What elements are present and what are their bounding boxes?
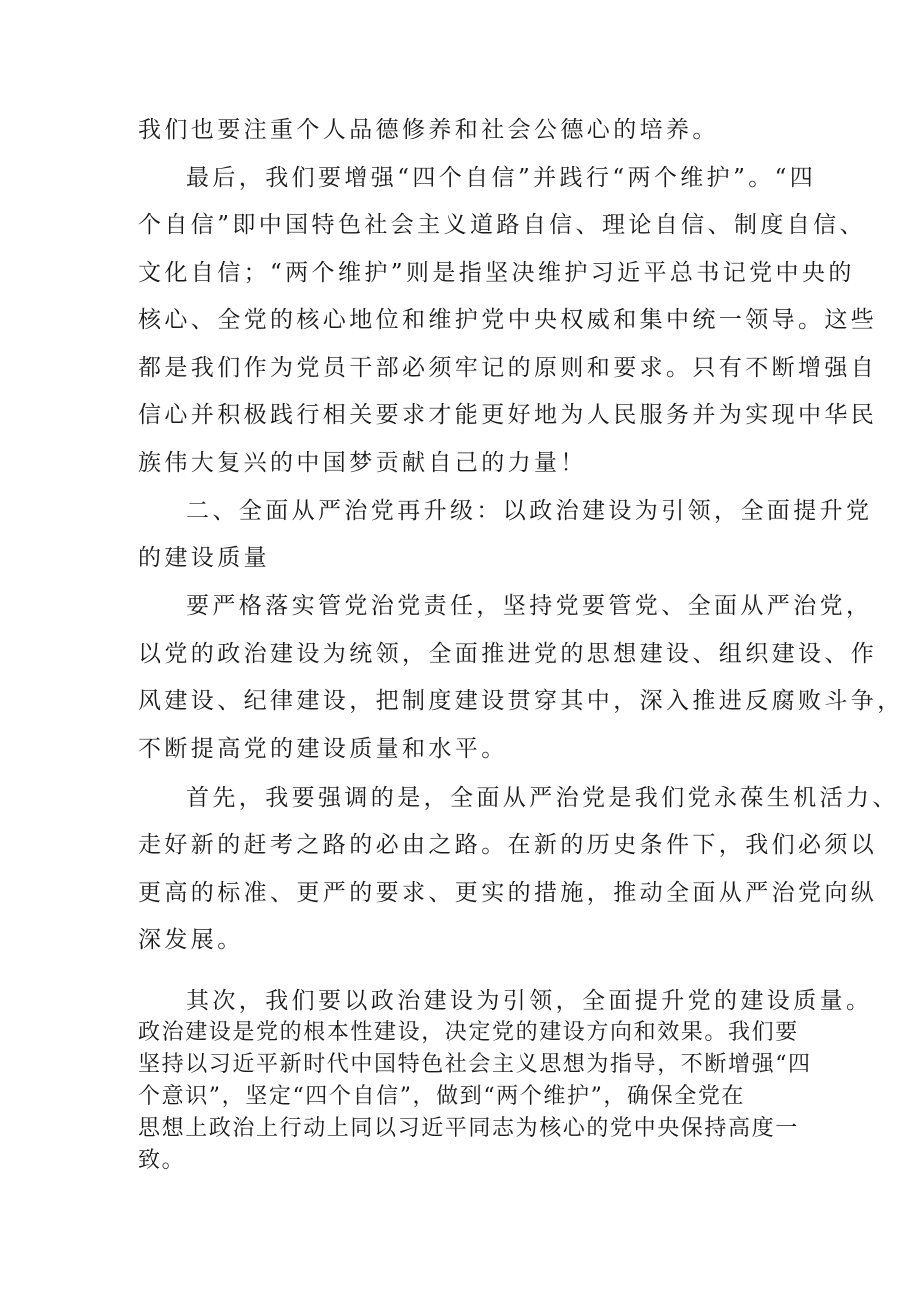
text-line-2: 最后，我们要增强“四个自信”并践行“两个维护”。“四 [186, 165, 817, 191]
text-line-21: 坚持以习近平新时代中国特色社会主义思想为指导，不断增强“四 [138, 1052, 812, 1077]
text-line-20: 政治建设是党的根本性建设，决定党的建设方向和效果。我们要 [138, 1020, 799, 1045]
text-line-17: 更高的标准、更严的要求、更实的措施，推动全面从严治党向纵 [138, 880, 878, 906]
text-line-4: 文化自信；“两个维护”则是指坚决维护习近平总书记党中央的 [138, 260, 855, 286]
text-line-22: 个意识”，坚定“四个自信”，做到“两个维护”，确保全党在 [138, 1084, 746, 1109]
text-line-6: 都是我们作为党员干部必须牢记的原则和要求。只有不断增强自 [138, 355, 878, 381]
text-line-14: 不断提高党的建设质量和水平。 [138, 736, 508, 762]
text-line-1: 我们也要注重个人品德修养和社会公德心的培养。 [138, 117, 719, 143]
text-line-11: 要严格落实管党治党责任，坚持党要管党、全面从严治党， [186, 593, 873, 619]
text-line-7: 信心并积极践行相关要求才能更好地为人民服务并为实现中华民 [138, 402, 878, 428]
text-line-19: 其次，我们要以政治建设为引领，全面提升党的建设质量。 [186, 988, 873, 1014]
text-line-3: 个自信”即中国特色社会主义道路自信、理论自信、制度自信、 [138, 212, 866, 238]
text-line-9: 二、全面从严治党再升级：以政治建设为引领，全面提升党 [186, 498, 873, 524]
text-line-15: 首先，我要强调的是，全面从严治党是我们党永葆生机活力、 [186, 785, 899, 811]
text-line-24: 致。 [138, 1148, 186, 1173]
text-line-5: 核心、全党的核心地位和维护党中央权威和集中统一领导。这些 [138, 307, 878, 333]
text-line-23: 思想上政治上行动上同以习近平同志为核心的党中央保持高度一 [138, 1116, 799, 1141]
text-line-16: 走好新的赶考之路的必由之路。在新的历史条件下，我们必须以 [138, 832, 878, 858]
text-line-10: 的建设质量 [138, 545, 270, 571]
text-line-8: 族伟大复兴的中国梦贡献自己的力量！ [138, 450, 587, 476]
text-line-12: 以党的政治建设为统领，全面推进党的思想建设、组织建设、作 [138, 641, 878, 667]
text-line-13: 风建设、纪律建设，把制度建设贯穿其中，深入推进反腐败斗争， [138, 688, 904, 714]
text-line-18: 深发展。 [138, 927, 244, 953]
